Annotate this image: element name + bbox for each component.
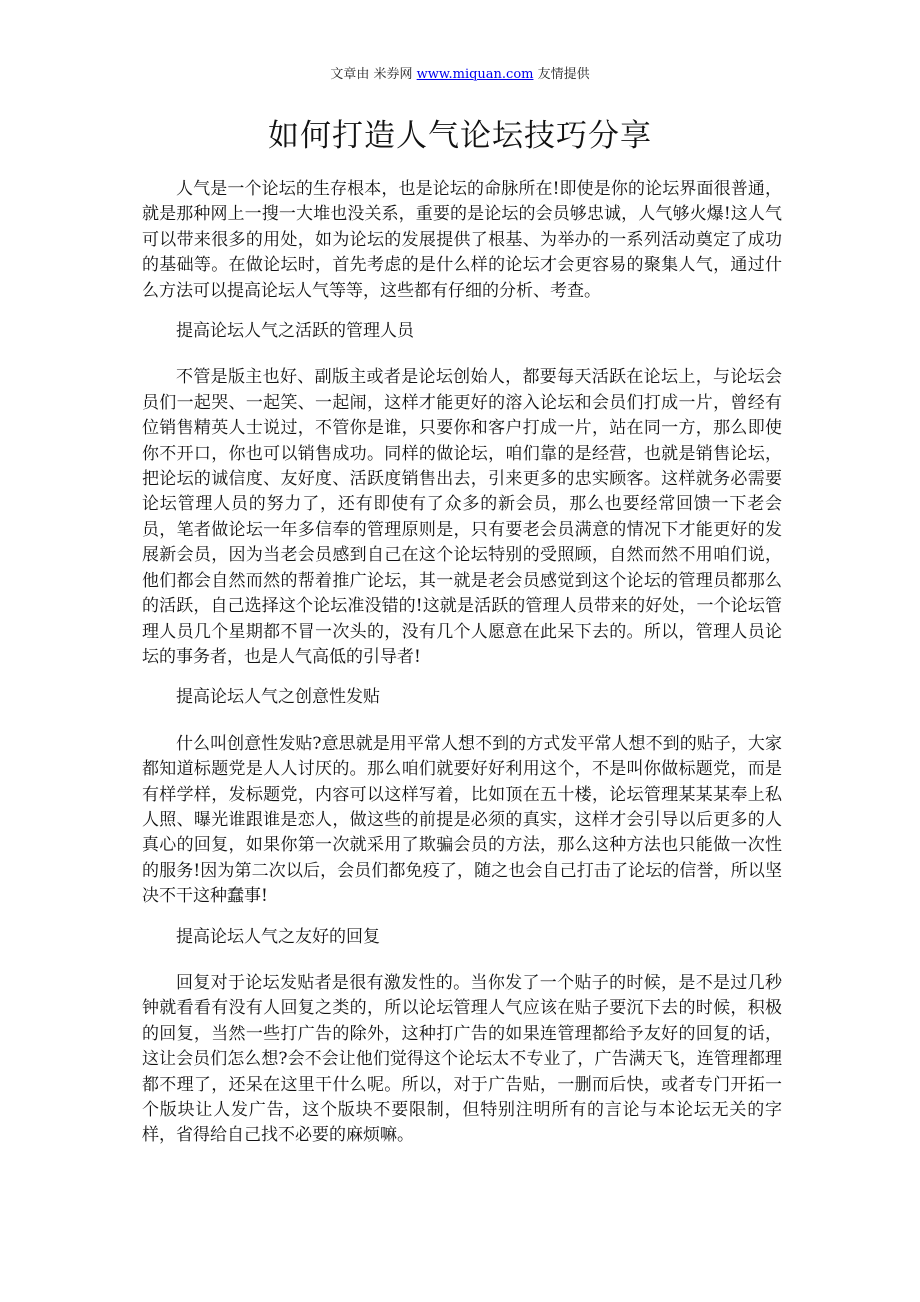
section-paragraph-friendly-replies: 回复对于论坛发贴者是很有激发性的。当你发了一个贴子的时候，是不是过几秒钟就看看有没有人回复之类的，所以论坛管理人气应该在贴子要沉下去的时候，积极的回复，当然一些打广告的除外，这种打广告的如果连管理都给予友好的回复的话，这让会员们怎么想?会不会让他们觉得这个论坛太不专业了，广告满天飞，连管理都理都不理了，还呆在这里干什么呢。所以，对于广告贴，一删而后快，或者专门开拓一个版块让人发广告，这个版块不要限制，但特别注明所有的言论与本论坛无关的字样，省得给自己找不必要的麻烦嘛。 [142, 972, 782, 1146]
source-credit-suffix: 友情提供 [533, 67, 590, 82]
article-body [142, 177, 782, 1149]
section-heading-friendly-replies: 提高论坛人气之友好的回复 [176, 926, 380, 947]
source-credit [0, 66, 920, 84]
section-paragraph-active-admins: 不管是版主也好、副版主或者是论坛创始人，都要每天活跃在论坛上，与论坛会员们一起哭、一起笑、一起闹，这样才能更好的溶入论坛和会员们打成一片，曾经有位销售精英人士说过，不管你是谁，只要你和客户打成一片，站在同一方，那么即使你不开口，你也可以销售成功。同样的做论坛，咱们靠的是经营，也就是销售论坛，把论坛的诚信度、友好度、活跃度销售出去，引来更多的忠实顾客。这样就务必需要论坛管理人员的努力了，还有即使有了众多的新会员，那么也要经常回馈一下老会员，笔者做论坛一年多信奉的管理原则是，只有要老会员满意的情况下才能更好的发展新会员，因为当老会员感到自己在这个论坛特别的受照顾，自然而然不用咱们说，他们都会自然而然的帮着推广论坛，其一就是老会员感觉到这个论坛的管理员都那么的活跃，自己选择这个论坛准没错的!这就是活跃的管理人员带来的好处，一个论坛管理人员几个星期都不冒一次头的，没有几个人愿意在此呆下去的。所以，管理人员论坛的事务者，也是人气高低的引导者! [142, 367, 782, 667]
section-heading-active-admins: 提高论坛人气之活跃的管理人员 [176, 321, 414, 342]
section-heading-creative-posts: 提高论坛人气之创意性发贴 [176, 687, 380, 708]
source-link[interactable]: www.miquan.com [416, 67, 534, 82]
article-title: 如何打造人气论坛技巧分享 [268, 118, 652, 154]
source-credit-prefix: 文章由 米券网 [330, 67, 417, 82]
section-paragraph-creative-posts: 什么叫创意性发贴?意思就是用平常人想不到的方式发平常人想不到的贴子，大家都知道标题党是人人讨厌的。那么咱们就要好好利用这个，不是叫你做标题党，而是有样学样，发标题党，内容可以这样写着，比如顶在五十楼，论坛管理某某某奉上私人照、曝光谁跟谁是恋人，做这些的前提是必须的真实，这样才会引导以后更多的人真心的回复，如果你第一次就采用了欺骗会员的方法，那么这种方法也只能做一次性的服务!因为第二次以后，会员们都免疫了，随之也会自己打击了论坛的信誉，所以坚决不干这种蠢事! [142, 733, 782, 907]
intro-paragraph: 人气是一个论坛的生存根本，也是论坛的命脉所在!即使是你的论坛界面很普通，就是那种网上一搜一大堆也没关系，重要的是论坛的会员够忠诚，人气够火爆!这人气可以带来很多的用处，如为论坛的发展提供了根基、为举办的一系列活动奠定了成功的基础等。在做论坛时，首先考虑的是什么样的论坛才会更容易的聚集人气，通过什么方法可以提高论坛人气等等，这些都有仔细的分析、考查。 [142, 179, 782, 301]
